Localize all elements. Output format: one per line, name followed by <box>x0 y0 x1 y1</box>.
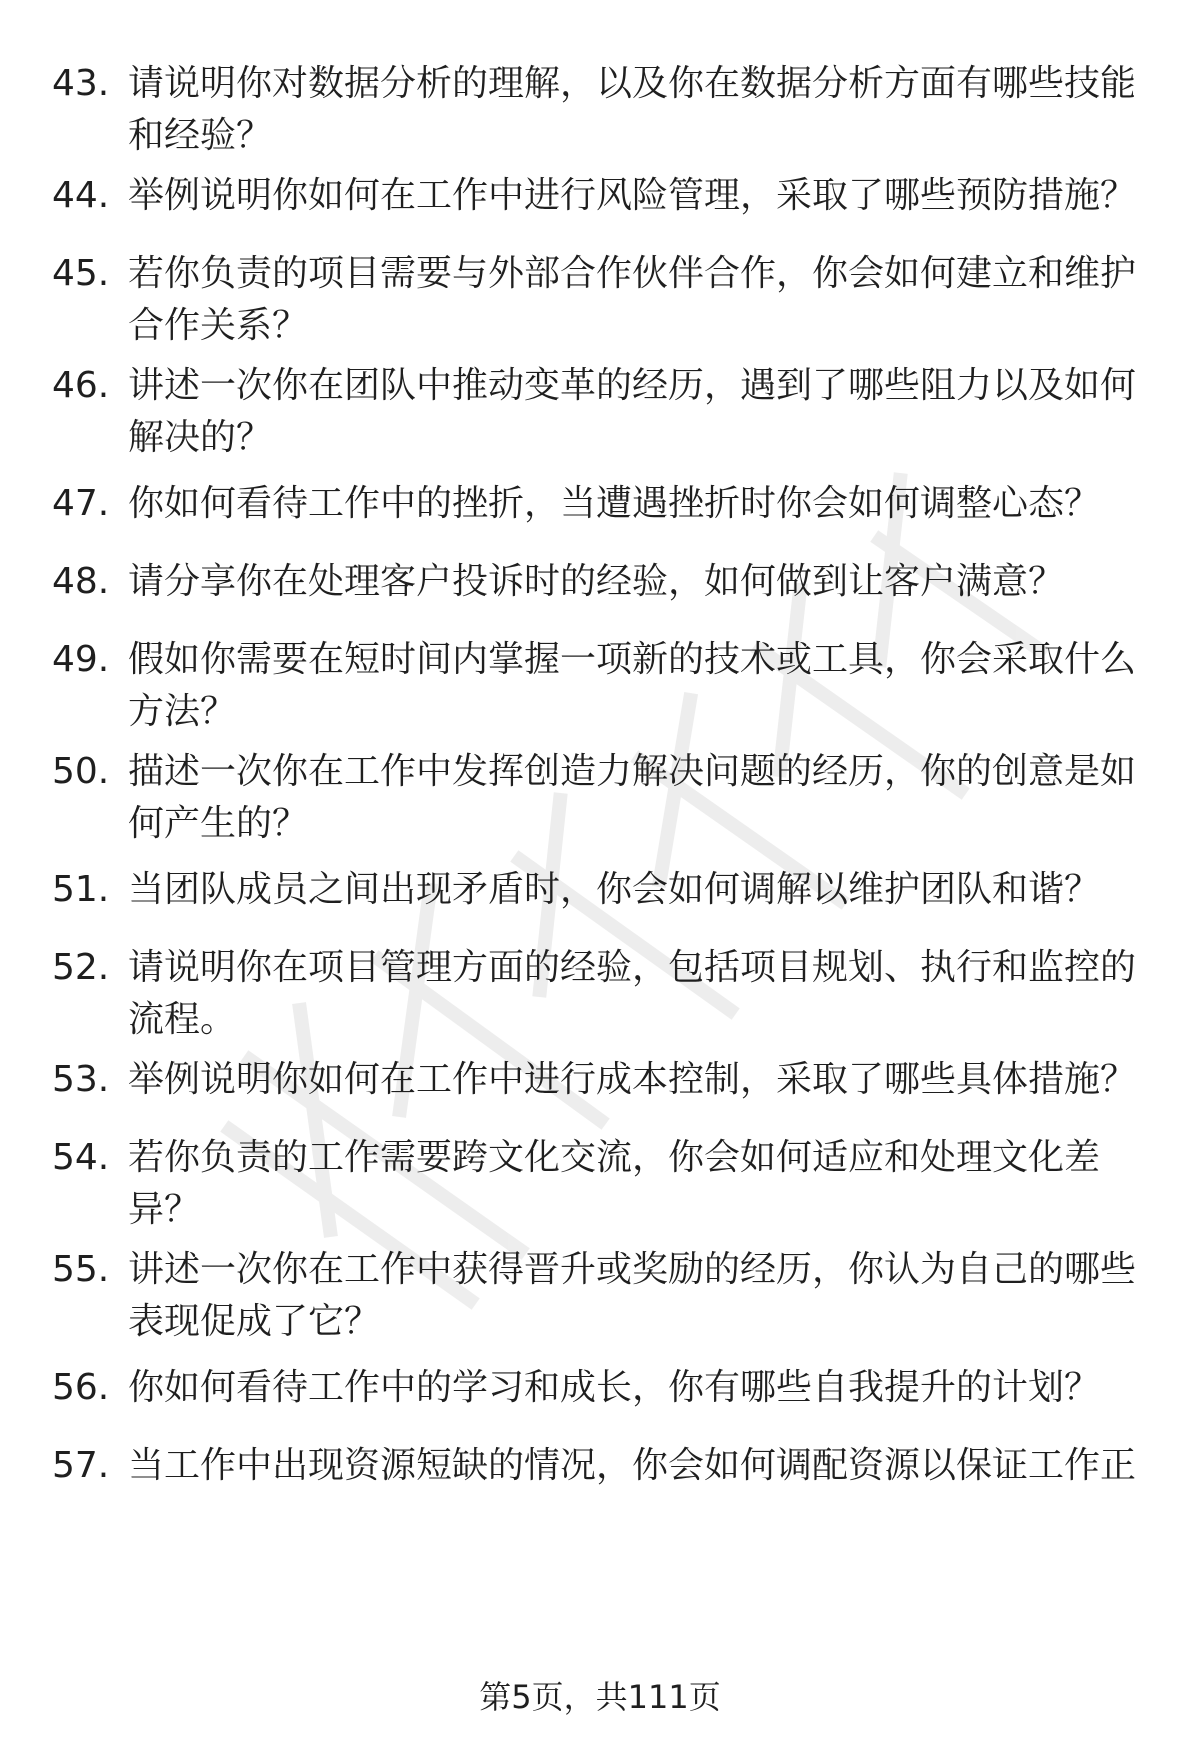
question-text: 讲述一次你在团队中推动变革的经历，遇到了哪些阻力以及如何 解决的？ <box>128 365 1137 458</box>
question-number: 49. <box>52 639 110 680</box>
question-number: 44. <box>52 175 110 216</box>
question-number: 45. <box>52 253 110 294</box>
question-text: 若你负责的工作需要跨文化交流，你会如何适应和处理文化差 异？ <box>128 1137 1101 1230</box>
question-text: 若你负责的项目需要与外部合作伙伴合作，你会如何建立和维护 合作关系？ <box>128 253 1137 346</box>
question-text: 当团队成员之间出现矛盾时，你会如何调解以维护团队和谐？ <box>128 869 1101 910</box>
question-text: 请分享你在处理客户投诉时的经验，如何做到让客户满意？ <box>128 561 1065 602</box>
question-number: 56. <box>52 1367 110 1408</box>
question-number: 47. <box>52 483 110 524</box>
question-text: 描述一次你在工作中发挥创造力解决问题的经历，你的创意是如 何产生的？ <box>128 751 1137 844</box>
question-number: 54. <box>52 1137 110 1178</box>
question-text: 你如何看待工作中的学习和成长，你有哪些自我提升的计划？ <box>128 1367 1101 1408</box>
question-number: 53. <box>52 1059 110 1100</box>
question-text: 讲述一次你在工作中获得晋升或奖励的经历，你认为自己的哪些 表现促成了它？ <box>128 1249 1137 1342</box>
page-number: 第5页，共111页 <box>479 1678 721 1716</box>
question-number: 51. <box>52 869 110 910</box>
question-number: 43. <box>52 63 110 104</box>
question-text: 请说明你在项目管理方面的经验，包括项目规划、执行和监控的 流程。 <box>128 947 1137 1040</box>
question-number: 52. <box>52 947 110 988</box>
question-number: 55. <box>52 1249 110 1290</box>
question-text: 举例说明你如何在工作中进行成本控制，采取了哪些具体措施？ <box>128 1059 1137 1100</box>
question-number: 57. <box>52 1445 110 1486</box>
question-text: 当工作中出现资源短缺的情况，你会如何调配资源以保证工作正 <box>128 1445 1137 1486</box>
question-text: 假如你需要在短时间内掌握一项新的技术或工具，你会采取什么 方法？ <box>128 639 1137 732</box>
question-text: 举例说明你如何在工作中进行风险管理，采取了哪些预防措施？ <box>128 175 1137 216</box>
question-text: 请说明你对数据分析的理解，以及你在数据分析方面有哪些技能 和经验？ <box>128 63 1137 156</box>
question-number: 46. <box>52 365 110 406</box>
question-text: 你如何看待工作中的挫折，当遭遇挫折时你会如何调整心态？ <box>128 483 1101 524</box>
question-number: 50. <box>52 751 110 792</box>
question-number: 48. <box>52 561 110 602</box>
